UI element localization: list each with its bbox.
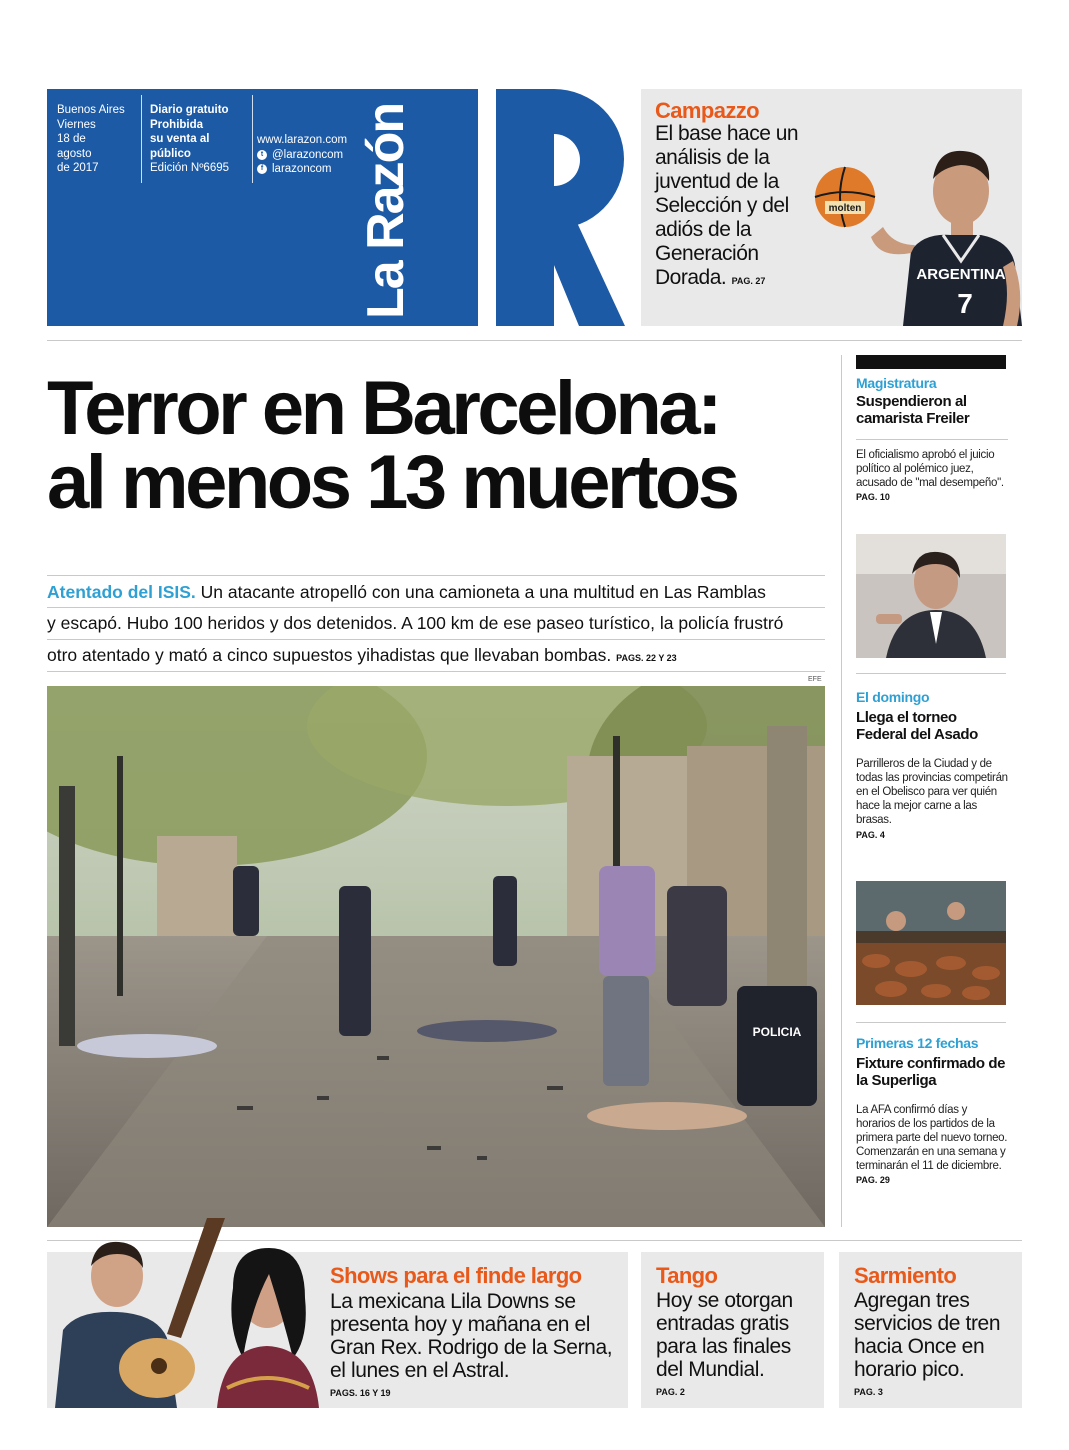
asado-photo	[856, 881, 1006, 1005]
sidebar-page: PAG. 10	[856, 492, 890, 502]
basketball-player-photo	[811, 141, 1022, 326]
shows-photo	[47, 1218, 327, 1408]
lead-line-3-row	[47, 643, 827, 671]
tango-page: PAG. 2	[656, 1387, 685, 1397]
sidebar-header-bar	[856, 355, 1006, 369]
sidebar-item-superliga[interactable]	[856, 1035, 1008, 1187]
date-block	[57, 103, 125, 176]
sidebar-kicker: El domingo	[856, 689, 930, 705]
lead-kicker: Atentado del ISIS.	[47, 582, 196, 602]
masthead-divider	[252, 95, 253, 183]
free-line-1: Diario gratuito	[150, 104, 229, 116]
masthead-divider	[141, 95, 142, 183]
sarmiento-text: Agregan tres servicios de tren hacia Once en horario pico.	[854, 1289, 1001, 1381]
sidebar-body	[856, 448, 1008, 504]
lead-divider	[47, 639, 825, 640]
top-divider	[47, 340, 1022, 341]
headline-line-2: al menos 13 muertos	[47, 440, 737, 525]
sidebar-divider	[856, 673, 1006, 674]
campazzo-teaser[interactable]	[641, 89, 1022, 326]
jersey-number: 7	[957, 288, 973, 319]
bottom-teaser-shows[interactable]	[47, 1252, 628, 1408]
sidebar-body: Parrilleros de la Ciudad y de todas las provincias competirán en el Obelisco para ver quién hace la mejor carne a las brasas.	[856, 758, 1008, 826]
sidebar-title: Llega el torneo Federal del Asado	[856, 709, 978, 743]
headline-line-1: Terror en Barcelona:	[47, 366, 719, 451]
logo-r-mark	[478, 89, 626, 326]
campazzo-kicker: Campazzo	[655, 98, 759, 123]
campazzo-page: PAG. 27	[731, 276, 766, 286]
day: 18 de	[57, 133, 86, 145]
lead-line-1: Un atacante atropelló con una camioneta a una multitud en Las Ramblas	[200, 582, 766, 602]
bottom-teaser-sarmiento[interactable]	[839, 1252, 1022, 1408]
logo-r-bowl	[538, 89, 624, 229]
shows-page: PAGS. 16 Y 19	[330, 1388, 391, 1398]
year: de 2017	[57, 162, 99, 174]
twitter-icon: t	[257, 150, 267, 160]
jersey-name: ARGENTINA	[916, 266, 1006, 283]
photo-credit: EFE	[808, 676, 822, 683]
sidebar-body	[856, 1103, 1008, 1187]
contact-block	[257, 133, 347, 177]
sidebar-page: PAG. 4	[856, 830, 885, 840]
sidebar-kicker: Primeras 12 fechas	[856, 1035, 979, 1051]
shows-text: La mexicana Lila Downs se presenta hoy y mañana en el Gran Rex. Rodrigo de la Serna, el lunes en el Astral.	[330, 1290, 613, 1382]
lead-pages: PAGS. 22 Y 23	[616, 653, 677, 663]
free-line-4: público	[150, 147, 191, 160]
twitter-handle: @larazoncom	[272, 148, 344, 161]
edition-number: Edición Nº6695	[150, 162, 230, 174]
month: agosto	[57, 147, 92, 160]
website-link[interactable]: www.larazon.com	[257, 134, 348, 146]
tango-text: Hoy se otorgan entradas gratis para las finales del Mundial.	[656, 1289, 793, 1381]
sarmiento-page: PAG. 3	[854, 1387, 883, 1397]
freiler-photo	[856, 534, 1006, 658]
sidebar-body-text: El oficialismo aprobó el juicio político al polémico juez, acusado de "mal desempeño".	[856, 449, 1004, 489]
shows-kicker: Shows para el finde largo	[330, 1263, 582, 1288]
lead-divider	[47, 575, 825, 576]
sidebar-column-rule	[841, 355, 842, 1227]
free-line-2: Prohibida	[150, 118, 204, 131]
lead-line-1-row	[47, 580, 827, 605]
sidebar-title: Fixture confirmado de la Superliga	[856, 1055, 1006, 1089]
weekday: Viernes	[57, 118, 96, 131]
logo-r-leg	[533, 214, 625, 326]
logo-wordmark: La Razón	[357, 103, 415, 319]
ball-brand: molten	[828, 203, 862, 214]
sidebar-divider	[856, 439, 1008, 440]
bottom-teaser-tango[interactable]	[641, 1252, 824, 1408]
lead-line-3: otro atentado y mató a cinco supuestos yihadistas que llevaban bombas.	[47, 645, 612, 665]
sidebar-title: Suspendieron al camarista Freiler	[856, 393, 970, 427]
police-label: POLICIA	[752, 1025, 802, 1039]
free-line-3: su venta al	[150, 133, 210, 145]
edition-block	[150, 103, 229, 176]
lead-divider	[47, 671, 825, 672]
masthead	[47, 89, 626, 326]
sidebar-body-text: La AFA confirmó días y horarios de los partidos de la primera parte del nuevo torneo. Comenzarán en una semana y terminarán el 11 de diciembre.	[856, 1104, 1008, 1172]
tango-kicker: Tango	[656, 1263, 718, 1288]
campazzo-text	[655, 122, 820, 293]
lead-line-2: y escapó. Hubo 100 heridos y dos detenidos. A 100 km de ese paseo turístico, la policía frustró	[47, 613, 784, 633]
sidebar-page: PAG. 29	[856, 1175, 890, 1185]
lead-divider	[47, 607, 825, 608]
sidebar-kicker: Magistratura	[856, 375, 937, 391]
twitter-row[interactable]	[257, 148, 347, 163]
sidebar-item-magistratura[interactable]	[856, 375, 1008, 504]
sidebar-item-asado[interactable]	[856, 689, 1008, 840]
facebook-handle: larazoncom	[272, 163, 332, 175]
main-headline[interactable]	[47, 366, 827, 525]
facebook-row[interactable]	[257, 162, 347, 177]
barcelona-photo	[47, 686, 825, 1227]
city: Buenos Aires	[57, 104, 125, 116]
campazzo-summary: El base hace un análisis de la juventud de la Selección y del adiós de la Generación Dorada.	[655, 122, 799, 289]
sidebar-divider	[856, 1022, 1006, 1023]
sarmiento-kicker: Sarmiento	[854, 1263, 957, 1288]
facebook-icon: f	[257, 164, 267, 174]
